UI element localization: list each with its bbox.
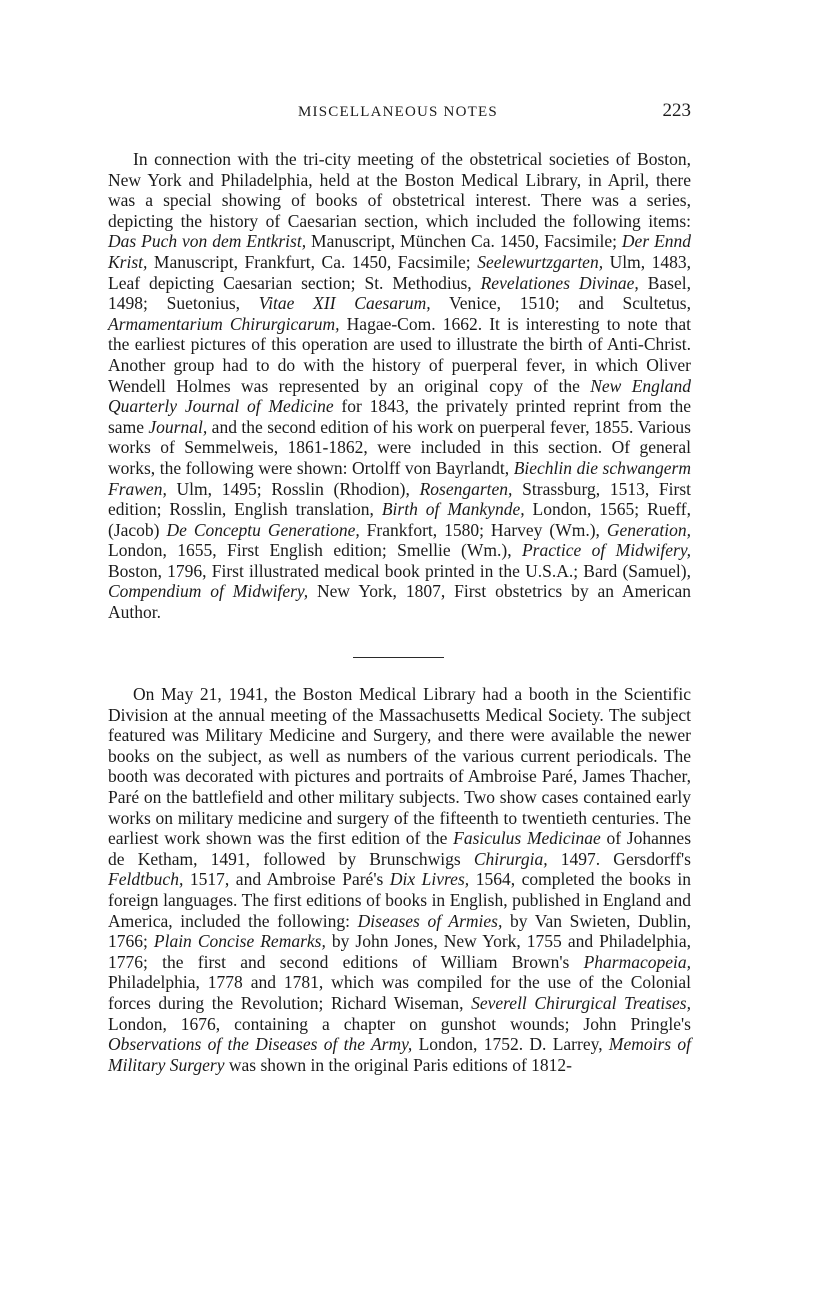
text-run: for 1843, the privately printed reprint from the same bbox=[108, 396, 691, 437]
book-title: Observations of the Diseases of the Army, bbox=[108, 1034, 413, 1055]
text-run: London, 1655, First English edition; Smellie (Wm.), bbox=[108, 540, 522, 561]
text-run: 1517, and Ambroise Paré's bbox=[183, 869, 390, 890]
text-run: Basel, 1498; Suetonius, bbox=[108, 272, 691, 314]
text-run: Frankfort, 1580; Harvey (Wm.), bbox=[359, 519, 607, 540]
text-run: London, 1565; Rueff, (Jacob) bbox=[108, 499, 692, 540]
text-run: by Van Swieten, Dublin, 1766; bbox=[108, 910, 691, 952]
text-run: London, 1752. D. Larrey, bbox=[412, 1034, 609, 1055]
text-run: Boston, 1796, First illustrated medical book printed in the U.S.A.; Bard (Samuel), bbox=[108, 560, 691, 581]
book-title: Diseases of Armies, bbox=[357, 910, 503, 931]
book-title: De Conceptu Generatione, bbox=[166, 519, 360, 540]
book-title: Plain Concise Remarks, bbox=[153, 931, 326, 952]
book-title: Vitae XII Caesarum, bbox=[258, 293, 431, 314]
book-title: Fasiculus Medicinae bbox=[453, 828, 601, 849]
book-title: Severell Chirurgical Treatises, bbox=[471, 992, 691, 1013]
paragraph-obstetrical-exhibit bbox=[108, 149, 691, 623]
book-title: Feldtbuch, bbox=[108, 869, 184, 890]
book-title: Biechlin die schwangerm Frawen, bbox=[108, 457, 691, 499]
book-title: Pharmacopeia, bbox=[583, 951, 691, 972]
book-title: Dix Livres, bbox=[389, 869, 470, 890]
page-number: 223 bbox=[662, 100, 691, 121]
text-run: was shown in the original Paris editions of 1812- bbox=[224, 1054, 573, 1075]
text-run: and the second edition of his work on puerperal fever, 1855. Various works of Semmelweis, 1861-1862, were included in this section. Of general works, the following were shown: Ortolff von Bayrlandt, bbox=[108, 416, 691, 478]
book-title: Armamentarium Chirurgicarum, bbox=[108, 313, 340, 334]
section-divider bbox=[353, 657, 444, 658]
text-run: New York, 1807, First obstetrics by an American Author. bbox=[108, 581, 691, 623]
book-title: Seelewurtzgarten, bbox=[477, 251, 604, 272]
text-run: London, 1676, containing a chapter on gunshot wounds; John Pringle's bbox=[108, 1013, 691, 1034]
book-title: Der Ennd Krist, bbox=[108, 231, 692, 272]
text-run: 1564, completed the books in foreign languages. The first editions of books in English, published in England and America, included the following: bbox=[108, 869, 691, 931]
book-title: Revelationes Divinae, bbox=[480, 272, 639, 293]
book-title: Rosengarten, bbox=[419, 478, 513, 499]
book-title: New England Quarterly Journal of Medicine bbox=[108, 375, 691, 417]
text-run: Manuscript, Frankfurt, Ca. 1450, Facsimile; bbox=[147, 251, 478, 272]
text-run: by John Jones, New York, 1755 and Philadelphia, 1776; the first and second editions of William Brown's bbox=[108, 931, 691, 972]
text-run: Ulm, 1483, Leaf depicting Caesarian section; St. Methodius, bbox=[108, 251, 691, 293]
book-title: Chirurgia, bbox=[473, 848, 548, 869]
book-title: Compendium of Midwifery, bbox=[108, 581, 309, 602]
paragraph-military-medicine-booth bbox=[108, 684, 691, 1075]
running-head bbox=[108, 100, 691, 128]
book-title: Das Puch von dem Entkrist, bbox=[108, 231, 307, 252]
book-title: Memoirs of Military Surgery bbox=[108, 1034, 691, 1075]
text-run: of Johannes de Ketham, 1491, followed by Brunschwigs bbox=[108, 828, 691, 869]
text-run: In connection with the tri-city meeting of the obstetrical societies of Boston, New York and Philadelphia, held at the Boston Medical Library, in April, there was a special showing of books of obstetrical interest. There was a series, depicting the history of Caesarian section, which included the following items: bbox=[108, 149, 691, 231]
text-run: Ulm, 1495; Rosslin (Rhodion), bbox=[166, 478, 420, 499]
text-run: Manuscript, München Ca. 1450, Facsimile; bbox=[306, 231, 622, 252]
book-title: Birth of Mankynde, bbox=[381, 499, 525, 520]
book-title: Journal, bbox=[148, 416, 208, 437]
text-run: On May 21, 1941, the Boston Medical Library had a booth in the Scientific Division at the annual meeting of the Massachusetts Medical Society. The subject featured was Military Medicine and Surgery, and there were available the newer books on the subject, as well as numbers of the various current periodicals. The booth was decorated with pictures and portraits of Ambroise Paré, James Thacher, Paré on the battlefield and other military subjects. Two show cases contained early works on military medicine and surgery of the fifteenth to twentieth centuries. The earliest work shown was the first edition of the bbox=[108, 684, 691, 849]
text-run: Venice, 1510; and Scultetus, bbox=[430, 293, 691, 314]
book-title: Practice of Midwifery, bbox=[521, 540, 691, 561]
book-title: Generation, bbox=[606, 519, 691, 540]
text-run: Philadelphia, 1778 and 1781, which was compiled for the use of the Colonial forces during the Revolution; Richard Wiseman, bbox=[108, 972, 691, 1013]
section-title: MISCELLANEOUS NOTES bbox=[298, 104, 498, 120]
text-run: Strassburg, 1513, First edition; Rosslin, English translation, bbox=[108, 478, 691, 520]
text-run: Hagae-Com. 1662. It is interesting to note that the earliest pictures of this operation are used to illustrate the birth of Anti-Christ. Another group had to do with the history of puerperal fever, in which Oliver Wendell Holmes was represented by an original copy of the bbox=[108, 313, 691, 396]
text-run: 1497. Gersdorff's bbox=[547, 848, 691, 869]
